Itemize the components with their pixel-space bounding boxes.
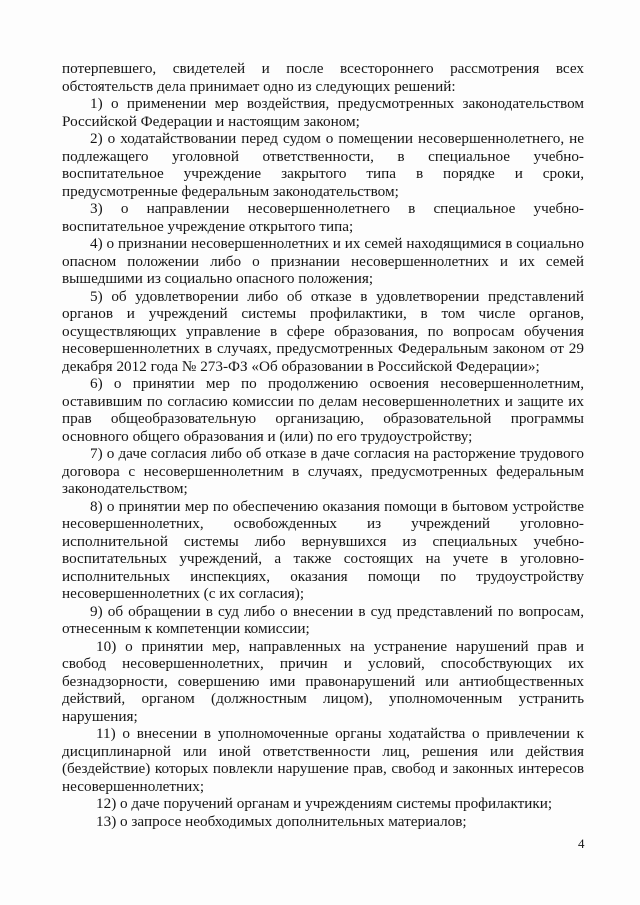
list-item-1: 1) о применении мер воздействия, предусмотренных законодательством Российской Федерации и настоящим законом;	[62, 95, 584, 130]
list-item-13: 13) о запросе необходимых дополнительных материалов;	[96, 812, 467, 830]
page-number: 4	[578, 836, 585, 851]
list-item-3: 3) о направлении несовершеннолетнего в специальное учебно-воспитательное учреждение открытого типа;	[62, 200, 584, 235]
list-item-6: 6) о принятии мер по продолжению освоения несовершеннолетним, оставившим по согласию комиссии по делам несовершеннолетних и защите их прав общеобразовательную организацию, образовательной программы основного общего образования и (или) по его трудоустройству;	[62, 375, 584, 445]
list-item-12: 12) о даче поручений органам и учреждениям системы профилактики;	[96, 795, 553, 812]
list-item-5: 5) об удовлетворении либо об отказе в удовлетворении представлений органов и учреждений системы профилактики, в том числе органов, осуществляющих управление в сфере образования, по вопросам обучения несовершеннолетних в случаях, предусмотренных Федеральным законом от 29 декабря 2012 года № 273-ФЗ «Об образовании в Российской Федерации»;	[62, 287, 584, 375]
list-item-7: 7) о даче согласия либо об отказе в даче согласия на расторжение трудового договора с несовершеннолетним в случаях, предусмотренных федеральным законодательством;	[62, 445, 584, 497]
paragraph-continuation: потерпевшего, свидетелей и после всестороннего рассмотрения всех обстоятельств дела принимает одно из следующих решений:	[62, 60, 584, 95]
document-body	[62, 60, 584, 830]
list-item-11: 11) о внесении в уполномоченные органы ходатайства о привлечении к дисциплинарной или иной ответственности лиц, решения или действия (бездействие) которых повлекли нарушение прав, свобод и законных интересов несовершеннолетних;	[62, 725, 584, 795]
list-item-8: 8) о принятии мер по обеспечению оказания помощи в бытовом устройстве несовершеннолетних, освобожденных из учреждений уголовно-исполнительной системы либо вернувшихся из специальных учебно-воспитательных учреждений, а также состоящих на учете в уголовно-исполнительных инспекциях, оказания помощи по трудоустройству несовершеннолетних (с их согласия);	[62, 497, 584, 602]
list-item-10: 10) о принятии мер, направленных на устранение нарушений прав и свобод несовершеннолетних, причин и условий, способствующих их безнадзорности, совершению ими правонарушений или антиобщественных действий, органом (должностным лицом), уполномоченным устранить нарушения;	[62, 637, 584, 725]
list-item-2: 2) о ходатайствовании перед судом о помещении несовершеннолетнего, не подлежащего уголовной ответственности, в специальное учебно-воспитательное учреждение закрытого типа в порядке и сроки, предусмотренные федеральным законодательством;	[62, 130, 584, 200]
list-item-9: 9) об обращении в суд либо о внесении в суд представлений по вопросам, отнесенным к компетенции комиссии;	[62, 602, 584, 637]
list-item-4: 4) о признании несовершеннолетних и их семей находящимися в социально опасном положении либо о признании несовершеннолетних и их семей вышедшими из социально опасного положения;	[62, 235, 584, 287]
